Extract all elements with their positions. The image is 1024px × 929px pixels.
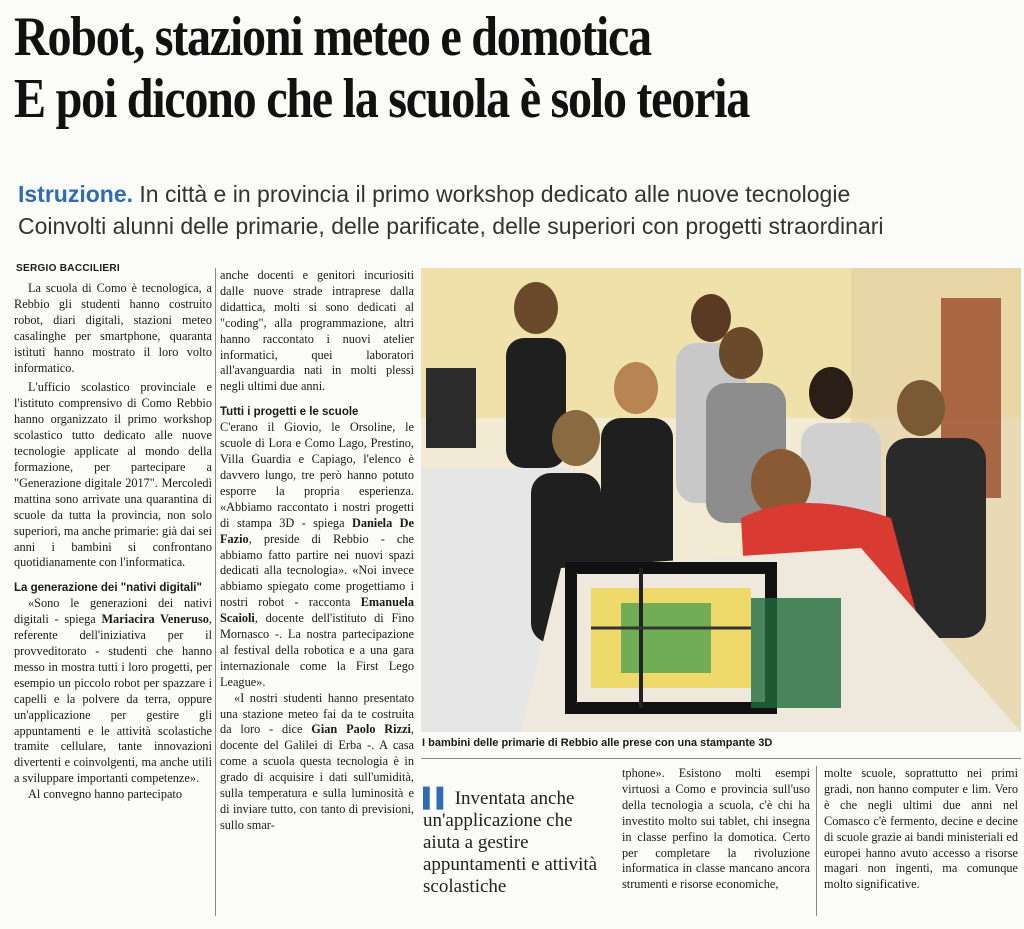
subheadline (18, 178, 1018, 242)
section-heading: Tutti i progetti e le scuole (220, 406, 359, 419)
column-divider (215, 268, 216, 916)
classroom-photo (421, 268, 1021, 732)
headline (14, 6, 874, 130)
paragraph: anche docenti e genitori incuriositi dalle nuove strade intraprese dalla didattica, molti si sono dedicati al "coding", alla programmazione, altri hanno raccontato i nuovi atelier informatici, quei laboratori all'avanguardia nati in molti plessi negli ultimi due anni. (220, 268, 414, 394)
section-heading: La generazione dei "nativi digitali" (14, 582, 202, 595)
column-2 (220, 268, 414, 834)
paragraph: «Sono le generazioni dei nativi digitali - spiega Mariacira Veneruso, referente dell'iniziativa per il provveditorato - studenti che hanno messo in mostra tutti i loro progetti, per esempio un piccolo robot per spazzare i capelli e la polvere da terra, oppure un'applicazione per gestire gli appuntamenti e le attività scolastiche tramite cellulare, tante innovazioni divertenti e coinvolgenti, ma anche utili a sviluppare importanti competenze». (14, 596, 212, 786)
column-4 (622, 766, 810, 893)
paragraph: C'erano il Giovio, le Orsoline, le scuole di Lora e Como Lago, Prestino, Villa Guardia e Capiago, l'elenco è davvero lungo, tre però hanno potuto esporre la propria esperienza. «Abbiamo raccontato i nostri progetti di stampa 3D - spiega Daniela De Fazio, preside di Rebbio - che abbiamo fatto partire nei nuovi spazi dedicati alla tecnologia». «Noi invece abbiamo spiegato come progettiamo i nostri robot - racconta Emanuela Scaioli, docente dell'istituto di Fino Mornasco -. La nostra partecipazione al festival della robotica e a una gara internazionale come la First Lego League». (220, 420, 414, 689)
subheadline-line-1: In città e in provincia il primo workshop dedicato alle nuove tecnologie (139, 181, 851, 207)
photo-illustration (421, 268, 1021, 732)
photo-caption: I bambini delle primarie di Rebbio alle prese con una stampante 3D (422, 737, 773, 749)
pull-quote-text: Inventata anche un'applicazione che aiuta a gestire appuntamenti e attività scolastiche (423, 788, 598, 897)
paragraph: La scuola di Como è tecnologica, a Rebbio gli studenti hanno costruito robot, diari digitali, stazioni meteo casalinghe per smartphone, quaranta istituti hanno mostrato il loro volto informatico. (14, 281, 212, 375)
headline-line-1: Robot, stazioni meteo e domotica (14, 6, 651, 68)
pull-quote (423, 788, 601, 898)
paragraph: tphone». Esistono molti esempi virtuosi a Como e provincia sull'uso della tecnologia a scuola, c'è chi ha investito molto sui tablet, chi insegna in classe perfino la domotica. Certo per completare la rivoluzione informatica in classe mancano ancora strumenti e risorse economiche, (622, 766, 810, 892)
paragraph: L'ufficio scolastico provinciale e l'istituto comprensivo di Como Rebbio hanno organizzato il primo workshop scolastico tutto dedicato alle nuove tecnologie applicate al mondo della formazione, per partecipare a "Generazione digitale 2017". Mercoledì mattina sono arrivate una quarantina di scuole da tutta la provincia, non solo superiori, ma anche primarie: già dai sei anni i bambini si confrontano quotidianamente con l'informatica. (14, 380, 212, 570)
person-name: Mariacira Veneruso (101, 612, 209, 627)
caption-rule (421, 758, 1021, 759)
column-5 (824, 766, 1018, 893)
column-1 (14, 281, 212, 803)
paragraph: «I nostri studenti hanno presentato una stazione meteo fai da te costruita da loro - dice Gian Paolo Rizzi, docente del Galilei di Erba -. A casa come a scuola questa tecnologia è in grado di acquisire i dati sull'umidità, sulla temperatura e sulla luminosità e di inviare tutto, con tanto di previsioni, sullo smar- (220, 690, 414, 832)
person-name: Emanuela Scaioli (220, 595, 414, 626)
headline-line-2: E poi dicono che la scuola è solo teoria (14, 68, 750, 130)
person-name: Daniela De Fazio (220, 515, 414, 546)
column-divider (816, 766, 817, 916)
kicker: Istruzione. (18, 181, 134, 207)
pull-quote-marker: ▌▌ (423, 788, 450, 809)
paragraph: molte scuole, soprattutto nei primi gradi, non hanno computer e lim. Vero è che negli ultimi due anni nel Comasco c'è fermento, decine e decine di scuole grazie ai bandi ministeriali ed europei hanno avuto accesso a risorse magari non ingenti, ma comunque molto significative. (824, 766, 1018, 892)
subheadline-line-2: Coinvolti alunni delle primarie, delle parificate, delle superiori con progetti straordinari (18, 213, 884, 239)
paragraph: Al convegno hanno partecipato (28, 787, 182, 802)
person-name: Gian Paolo Rizzi (311, 722, 411, 737)
byline: SERGIO BACCILIERI (16, 263, 120, 274)
